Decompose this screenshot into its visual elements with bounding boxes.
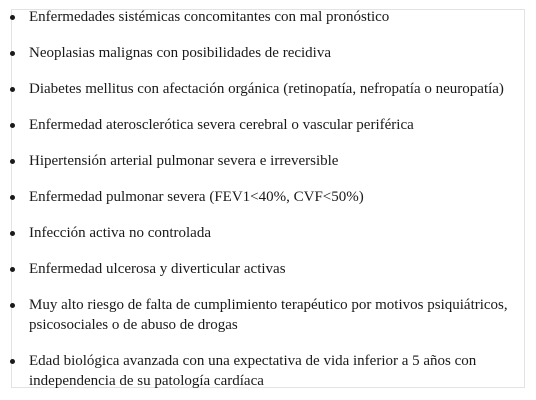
list-item-text: Neoplasias malignas con posibilidades de recidiva	[29, 45, 331, 61]
list-item-text: Enfermedad aterosclerótica severa cerebral o vascular periférica	[29, 117, 414, 133]
bullet-icon	[10, 359, 15, 364]
list-item-text: Enfermedad pulmonar severa (FEV1<40%, CVF<50%)	[29, 189, 364, 205]
list-item-text: Infección activa no controlada	[29, 225, 211, 241]
bullet-icon	[10, 195, 15, 200]
bullet-icon	[10, 51, 15, 56]
list-item-text: Muy alto riesgo de falta de cumplimiento terapéutico por motivos psiquiátricos, psicosociales o de abuso de drogas	[29, 297, 508, 333]
bullet-icon	[10, 15, 15, 20]
bullet-icon	[10, 303, 15, 308]
bullet-icon	[10, 87, 15, 92]
list-item-text: Edad biológica avanzada con una expectativa de vida inferior a 5 años con independencia de su patología cardíaca	[29, 353, 477, 389]
bullet-icon	[10, 123, 15, 128]
list-item-text: Enfermedades sistémicas concomitantes con mal pronóstico	[29, 9, 390, 25]
list-item-text: Hipertensión arterial pulmonar severa e irreversible	[29, 153, 339, 169]
list-item-text: Enfermedad ulcerosa y diverticular activas	[29, 261, 286, 277]
bullet-icon	[10, 267, 15, 272]
list-item-text: Diabetes mellitus con afectación orgánica (retinopatía, nefropatía o neuropatía)	[29, 81, 504, 97]
bullet-icon	[10, 231, 15, 236]
bullet-icon	[10, 159, 15, 164]
